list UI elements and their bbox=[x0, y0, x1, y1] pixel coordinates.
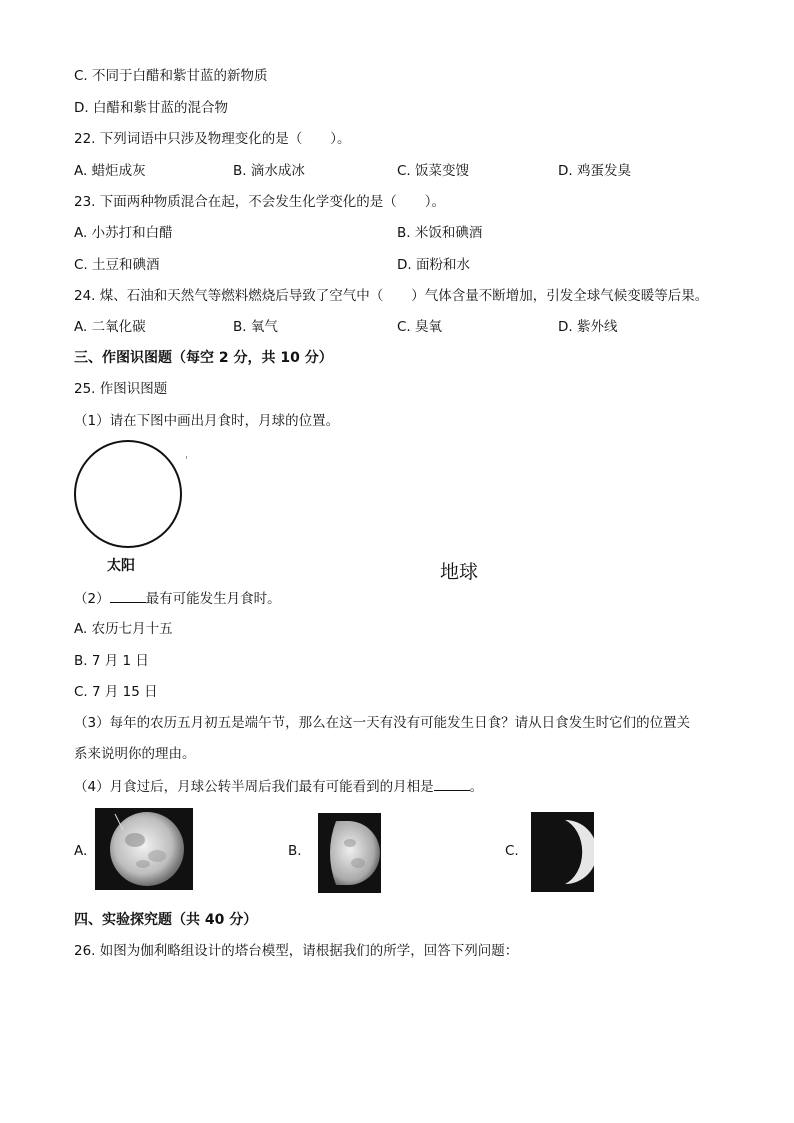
q24-option-d: D. 紫外线 bbox=[558, 319, 618, 335]
moon-image-a bbox=[95, 808, 193, 890]
q22-stem-end: ）。 bbox=[330, 131, 351, 147]
q23-stem-text: 23. 下面两种物质混合在起，不会发生化学变化的是（ bbox=[74, 194, 397, 210]
q26-stem: 26. 如图为伽利略组设计的塔台模型，请根据我们的所学，回答下列问题： bbox=[74, 943, 519, 959]
section-3-heading: 三、作图识图题（每空 2 分，共 10 分） bbox=[74, 350, 333, 366]
q23-option-b: B. 米饭和碘酒 bbox=[397, 225, 483, 241]
q25-part-4-blank[interactable] bbox=[434, 777, 470, 791]
q24-option-c: C. 臭氧 bbox=[397, 319, 443, 335]
crescent-moon-icon bbox=[531, 812, 594, 892]
q25-part-2-option-b: B. 7 月 1 日 bbox=[74, 653, 149, 669]
q23-option-d: D. 面粉和水 bbox=[397, 257, 470, 273]
full-moon-icon bbox=[95, 808, 193, 890]
q23-stem bbox=[74, 193, 445, 211]
moon-image-c bbox=[531, 812, 594, 892]
q25-part-4-end: 。 bbox=[469, 779, 484, 795]
q23-stem-end: ）。 bbox=[424, 194, 446, 210]
moon-image-b bbox=[318, 813, 381, 893]
q25-part-2-prefix: （2） bbox=[74, 591, 110, 607]
q25-part-3-line-2: 系来说明你的理由。 bbox=[74, 746, 196, 762]
q22-option-d: D. 鸡蛋发臭 bbox=[558, 163, 631, 179]
moon-option-c-label: C. bbox=[505, 843, 519, 859]
q24-stem-text: 24. 煤、石油和天然气等燃料燃烧后导致了空气中（ bbox=[74, 288, 384, 304]
q25-part-2-text: 最有可能发生月食时。 bbox=[145, 591, 281, 607]
q24-stem-end: ）气体含量不断增加，引发全球气候变暖等后果。 bbox=[411, 288, 709, 304]
q22-stem-text: 22. 下列词语中只涉及物理变化的是（ bbox=[74, 131, 303, 147]
q21-option-c: C. 不同于白醋和紫甘蓝的新物质 bbox=[74, 68, 268, 84]
sun-label: 太阳 bbox=[107, 558, 135, 574]
q23-option-a: A. 小苏打和白醋 bbox=[74, 225, 173, 241]
q22-option-a: A. 蜡炬成灰 bbox=[74, 163, 146, 179]
q25-part-2-option-a: A. 农历七月十五 bbox=[74, 621, 173, 637]
sun-circle bbox=[74, 440, 182, 548]
q25-part-2-blank[interactable] bbox=[110, 589, 146, 603]
moon-option-b-label: B. bbox=[288, 843, 302, 859]
half-moon-icon bbox=[318, 813, 381, 893]
section-4-heading: 四、实验探究题（共 40 分） bbox=[74, 912, 258, 928]
q24-stem bbox=[74, 287, 708, 305]
q25-part-1: （1）请在下图中画出月食时，月球的位置。 bbox=[74, 413, 340, 429]
q22-option-c: C. 饭菜变馊 bbox=[397, 163, 470, 179]
q21-option-d: D. 白醋和紫甘蓝的混合物 bbox=[74, 100, 228, 116]
q25-part-2 bbox=[74, 589, 281, 608]
q25-part-4-text: （4）月食过后，月球公转半周后我们最有可能看到的月相是 bbox=[74, 779, 434, 795]
q24-option-a: A. 二氧化碳 bbox=[74, 319, 146, 335]
q22-option-b: B. 滴水成冰 bbox=[233, 163, 305, 179]
q25-stem: 25. 作图识图题 bbox=[74, 381, 168, 397]
diagram-dot bbox=[186, 456, 187, 459]
q25-part-4 bbox=[74, 777, 483, 796]
q22-stem bbox=[74, 130, 351, 148]
q25-part-2-option-c: C. 7 月 15 日 bbox=[74, 684, 158, 700]
q23-option-c: C. 土豆和碘酒 bbox=[74, 257, 160, 273]
moon-option-a-label: A. bbox=[74, 843, 88, 859]
q25-part-3-line-1: （3）每年的农历五月初五是端午节，那么在这一天有没有可能发生日食？请从日食发生时它们的位置关 bbox=[74, 715, 691, 731]
earth-label: 地球 bbox=[440, 561, 479, 583]
q24-option-b: B. 氧气 bbox=[233, 319, 278, 335]
